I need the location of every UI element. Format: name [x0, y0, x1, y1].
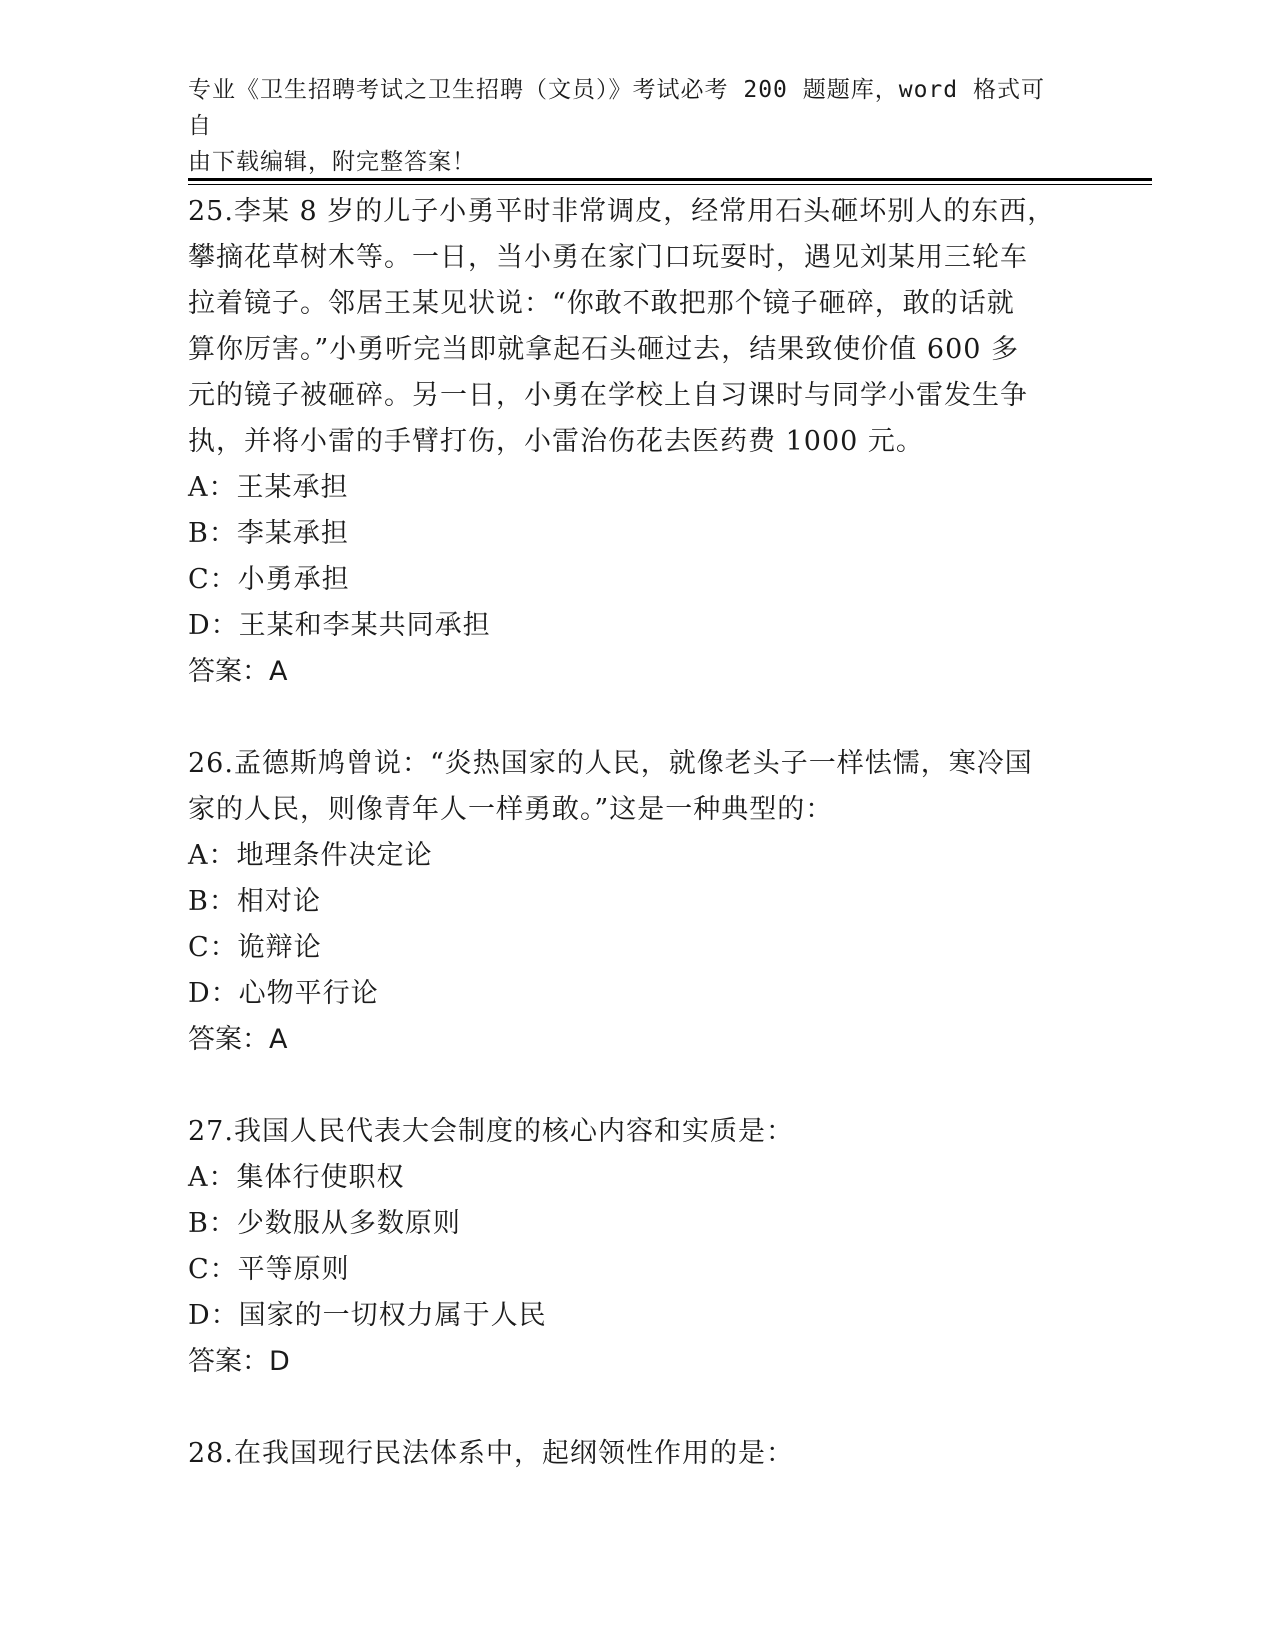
question-26 [188, 741, 1088, 1063]
answer-line: 答案：A [188, 1024, 288, 1055]
option-d: D：国家的一切权力属于人民 [188, 1300, 547, 1331]
header-divider-thick [188, 178, 1152, 181]
option-c: C：诡辩论 [188, 932, 322, 963]
option-d: D：王某和李某共同承担 [188, 610, 491, 641]
question-stem-line: 算你厉害。”小勇听完当即就拿起石头砸过去，结果致使价值 600 多 [188, 334, 1020, 365]
option-b: B：少数服从多数原则 [188, 1208, 461, 1239]
question-stem-line: 25.李某 8 岁的儿子小勇平时非常调皮，经常用石头砸坏别人的东西， [188, 196, 1056, 227]
answer-line: 答案：D [188, 1346, 290, 1377]
option-c: C：平等原则 [188, 1254, 350, 1285]
option-a: A：王某承担 [188, 472, 349, 503]
option-c: C：小勇承担 [188, 564, 350, 595]
question-stem-line: 家的人民，则像青年人一样勇敢。”这是一种典型的： [188, 794, 834, 825]
header-divider-thin [188, 184, 1152, 185]
option-b: B：相对论 [188, 886, 321, 917]
question-stem-line: 26.孟德斯鸠曾说：“炎热国家的人民，就像老头子一样怯懦，寒冷国 [188, 748, 1033, 779]
question-stem-line: 27.我国人民代表大会制度的核心内容和实质是： [188, 1116, 794, 1147]
question-25 [188, 189, 1088, 695]
question-27 [188, 1109, 1088, 1385]
option-b: B：李某承担 [188, 518, 349, 549]
option-a: A：地理条件决定论 [188, 840, 433, 871]
document-header [188, 72, 1068, 180]
header-line-1: 专业《卫生招聘考试之卫生招聘（文员）》考试必考 200 题题库，word 格式可自 [188, 77, 1045, 139]
answer-line: 答案：A [188, 656, 288, 687]
question-stem-line: 元的镜子被砸碎。另一日，小勇在学校上自习课时与同学小雷发生争 [188, 380, 1028, 411]
option-d: D：心物平行论 [188, 978, 379, 1009]
question-28 [188, 1431, 1088, 1477]
question-stem-line: 执，并将小雷的手臂打伤，小雷治伤花去医药费 1000 元。 [188, 426, 924, 457]
option-a: A：集体行使职权 [188, 1162, 405, 1193]
question-stem-line: 攀摘花草树木等。一日，当小勇在家门口玩耍时，遇见刘某用三轮车 [188, 242, 1028, 273]
header-line-2: 由下载编辑，附完整答案！ [188, 149, 476, 175]
question-list [188, 189, 1088, 1477]
question-stem-line: 28.在我国现行民法体系中，起纲领性作用的是： [188, 1438, 794, 1469]
question-stem-line: 拉着镜子。邻居王某见状说：“你敢不敢把那个镜子砸碎，敢的话就 [188, 288, 1015, 319]
